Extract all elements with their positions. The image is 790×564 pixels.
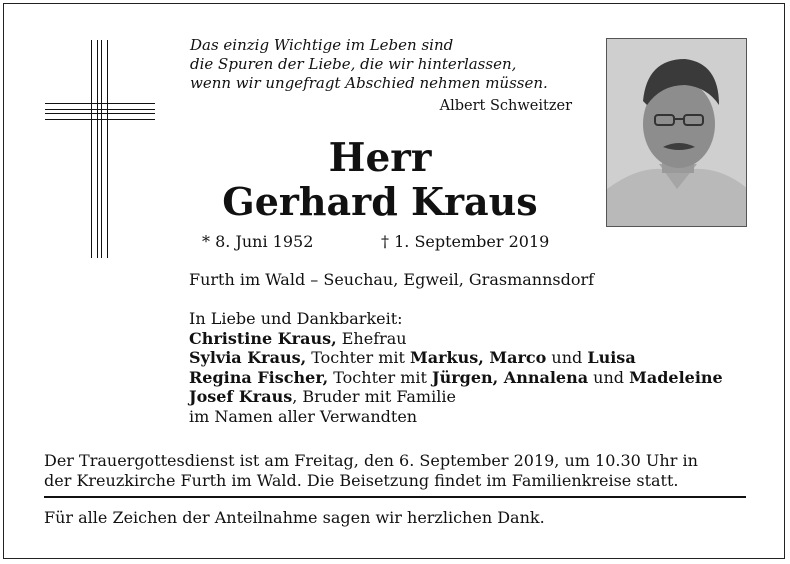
thanks-line: Für alle Zeichen der Anteilnahme sagen wir herzlichen Dank. <box>44 508 545 527</box>
mourner-entry <box>189 387 723 407</box>
mourner-name: Josef Kraus <box>189 387 293 406</box>
mourner-relation: und <box>546 348 588 367</box>
mourner-name: Jürgen, Annalena <box>432 367 589 387</box>
quote-author: Albert Schweitzer <box>439 98 572 114</box>
quote-line: wenn wir ungefragt Abschied nehmen müssen. <box>190 74 548 92</box>
service-line: der Kreuzkirche Furth im Wald. Die Beisetzung findet im Familienkreise statt. <box>44 471 679 490</box>
mourner-name: Sylvia Kraus, <box>189 348 307 367</box>
mourner-name: Luisa <box>587 348 636 367</box>
mourner-relation: , Bruder mit Familie <box>292 387 456 406</box>
mourner-name: Markus, Marco <box>410 348 547 367</box>
mourner-relation: Tochter mit <box>328 367 433 387</box>
mourner-entry <box>189 329 723 349</box>
mourner-name: Regina Fischer, <box>189 367 329 387</box>
cross-icon <box>45 40 155 260</box>
places-line: Furth im Wald – Seuchau, Egweil, Grasmannsdorf <box>189 270 595 289</box>
mourner-name: Madeleine <box>629 367 723 387</box>
quote <box>190 36 580 93</box>
mourners-list <box>189 309 723 426</box>
mourners-intro: In Liebe und Dankbarkeit: <box>189 309 403 328</box>
mourners-closing: im Namen aller Verwandten <box>189 406 418 426</box>
quote-line: die Spuren der Liebe, die wir hinterlassen, <box>190 55 517 73</box>
quote-line: Das einzig Wichtige im Leben sind <box>190 36 454 54</box>
salutation: Herr <box>328 135 432 181</box>
service-line: Der Trauergottesdienst ist am Freitag, den 6. September 2019, um 10.30 Uhr in <box>44 451 698 470</box>
mourner-entry <box>189 368 723 388</box>
death-date: † 1. September 2019 <box>381 232 550 251</box>
mourner-relation: Ehefrau <box>336 328 407 348</box>
portrait-photo <box>606 38 747 227</box>
birth-date: * 8. Juni 1952 <box>202 232 314 251</box>
mourner-relation: und <box>588 367 630 387</box>
mourner-name: Christine Kraus, <box>189 328 337 348</box>
mourner-entry <box>189 348 723 368</box>
mourner-relation: Tochter mit <box>306 348 411 367</box>
divider <box>44 496 746 498</box>
deceased-name: Gerhard Kraus <box>222 179 538 224</box>
service-info <box>44 451 754 491</box>
